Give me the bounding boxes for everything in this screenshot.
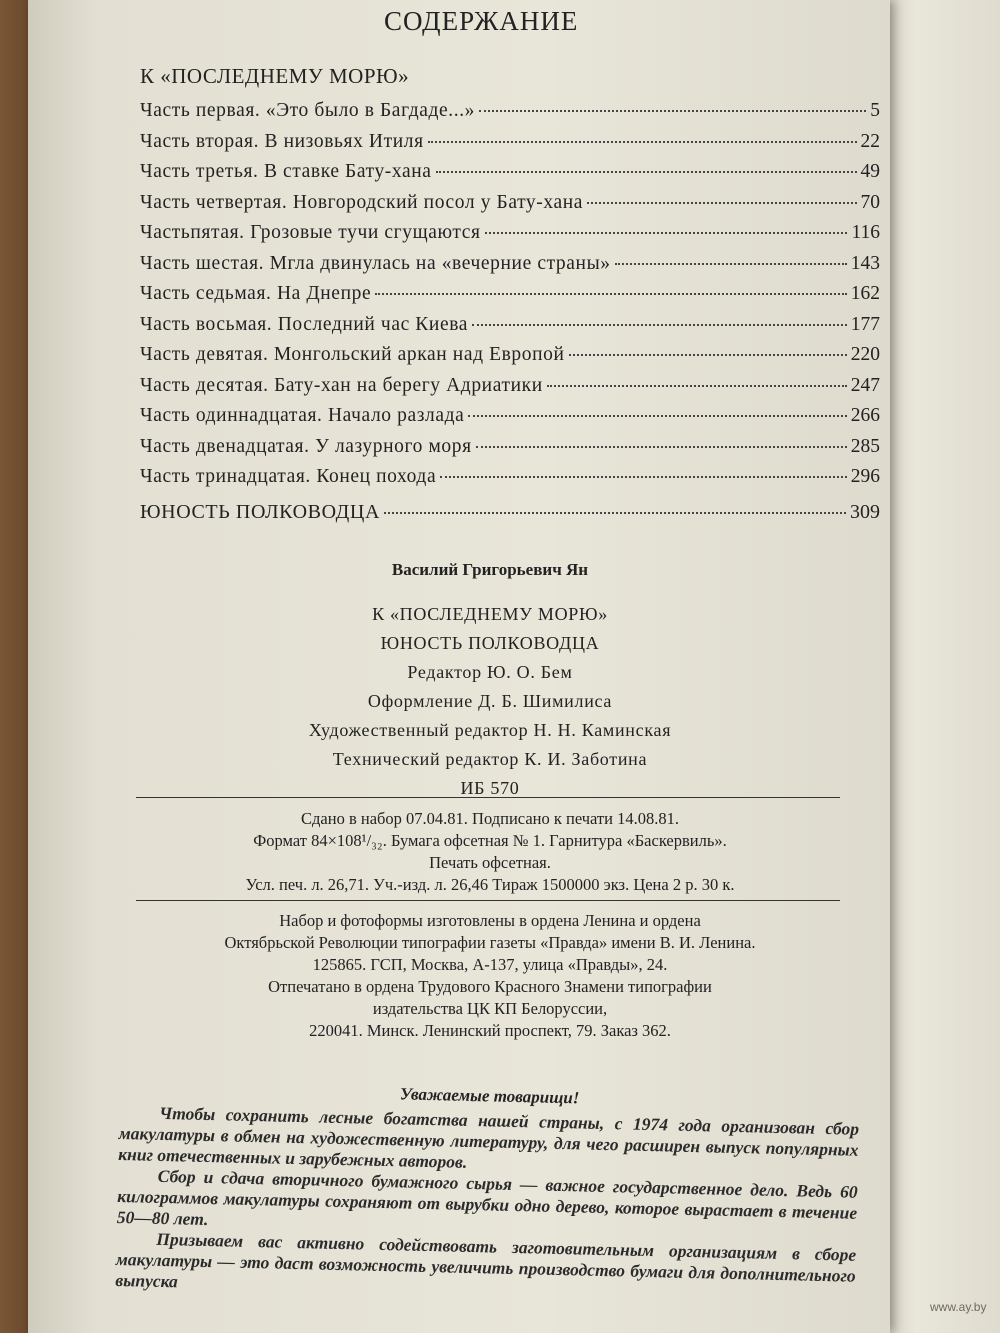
printing-line: Сдано в набор 07.04.81. Подписано к печати 14.08.81.	[301, 809, 679, 828]
press-line: издательства ЦК КП Белоруссии,	[372, 999, 608, 1018]
toc-main-entry-page: 309	[850, 500, 880, 523]
toc-leader-dots	[384, 512, 846, 514]
toc-entry-label: Часть одиннадцатая. Начало разлада	[140, 405, 465, 426]
toc-leader-dots	[587, 202, 856, 204]
toc-entry-page: 5	[870, 100, 880, 121]
toc-entry-page: 22	[860, 130, 880, 152]
toc-entry	[140, 222, 880, 253]
toc-leader-dots	[468, 415, 846, 417]
toc-leader-dots	[428, 141, 857, 143]
recycling-appeal	[115, 1078, 860, 1308]
toc-entry	[140, 283, 880, 314]
toc-entry-label: Часть десятая. Бату-хан на берегу Адриатики	[140, 374, 543, 396]
divider-rule	[136, 797, 840, 798]
toc-section-heading: К «ПОСЛЕДНЕМУ МОРЮ»	[140, 64, 410, 88]
toc-entry-page: 162	[850, 283, 880, 304]
toc-leader-dots	[615, 263, 847, 265]
art-editor-line: Художественный редактор Н. Н. Каминская	[308, 720, 672, 740]
appeal-paragraph: Призываем вас активно содействовать заготовительным организациям в сборе макулатуры — это даст возможность увеличить производство бумаги для дополнительного выпуска	[115, 1228, 857, 1292]
toc-entry-label: Часть двенадцатая. У лазурного моря	[140, 435, 472, 457]
toc-entry	[140, 100, 880, 131]
imprint-block	[130, 560, 850, 803]
press-line: Отпечатано в ордена Трудового Красного Знамени типографии	[268, 977, 712, 996]
toc-entry	[140, 253, 880, 284]
toc-entry	[140, 131, 880, 162]
printing-line: Печать офсетная.	[429, 853, 551, 872]
toc-entry-label: Часть первая. «Это было в Багдаде...»	[140, 100, 476, 121]
toc-entry-label: Часть тринадцатая. Конец похода	[140, 466, 437, 487]
toc-leader-dots	[485, 232, 848, 234]
toc-leader-dots	[436, 171, 857, 173]
toc-entry-label: Частьпятая. Грозовые тучи сгущаются	[140, 222, 481, 243]
toc-leader-dots	[440, 476, 847, 478]
watermark: www.ay.by	[930, 1300, 987, 1314]
appeal-paragraph: Сбор и сдача вторичного бумажного сырья — важное государственное дело. Ведь 60 килограммов макулатуры сохраняют от вырубки одно дерево, которое вырастает в течение 50—80 лет.	[116, 1165, 858, 1230]
toc-leader-dots	[547, 385, 847, 387]
appeal-paragraph: Чтобы сохранить лесные богатства нашей страны, с 1974 года организован сбор макулатуры в обмен на художественную литературу, для чего расширен выпуск популярных книг отечественных и зарубежных авторов.	[118, 1102, 860, 1172]
toc-entry	[140, 466, 880, 497]
editor-line: Редактор Ю. О. Бем	[407, 662, 573, 682]
adjacent-page	[880, 0, 1000, 1333]
divider-rule	[136, 900, 840, 901]
toc-entry-page: 220	[850, 344, 880, 365]
press-line: 220041. Минск. Ленинский проспект, 79. Заказ 362.	[309, 1021, 671, 1040]
toc-entry	[140, 375, 880, 406]
design-line: Оформление Д. Б. Шимилиса	[367, 691, 613, 711]
printing-line: Усл. печ. л. 26,71. Уч.-изд. л. 26,46 Тираж 1500000 экз. Цена 2 р. 30 к.	[245, 875, 735, 894]
tech-editor-line: Технический редактор К. И. Заботина	[332, 749, 648, 769]
toc-title: СОДЕРЖАНИЕ	[384, 6, 579, 36]
toc-entry-page: 70	[860, 191, 880, 213]
ib-number: ИБ 570	[460, 778, 520, 798]
press-line: 125865. ГСП, Москва, А-137, улица «Правды», 24.	[312, 955, 668, 974]
toc-entry	[140, 436, 880, 467]
toc-entry-page: 296	[850, 466, 880, 487]
toc-entry-label: Часть шестая. Мгла двинулась на «вечерние страны»	[140, 252, 611, 274]
press-line: Октябрьской Революции типографии газеты «Правда» имени В. И. Ленина.	[224, 933, 756, 952]
toc-entry-page: 247	[850, 374, 880, 396]
toc-entry-page: 285	[850, 435, 880, 457]
toc-leader-dots	[569, 354, 847, 356]
toc-entry	[140, 161, 880, 192]
toc-entry	[140, 405, 880, 436]
toc-entry	[140, 192, 880, 223]
toc-entry-label: Часть девятая. Монгольский аркан над Европой	[140, 344, 565, 365]
book-title-1: К «ПОСЛЕДНЕМУ МОРЮ»	[372, 604, 608, 624]
toc-entry-page: 143	[850, 252, 880, 274]
printing-line: Формат 84×108¹/₃₂. Бумага офсетная № 1. Гарнитура «Баскервиль».	[253, 831, 727, 850]
printing-details	[120, 808, 860, 896]
toc-leader-dots	[472, 324, 847, 326]
toc-entry	[140, 344, 880, 375]
toc-entry-label: Часть четвертая. Новгородский посол у Бату-хана	[140, 191, 584, 213]
appeal-title: Уважаемые товарищи!	[399, 1084, 580, 1108]
toc-entry-page: 266	[850, 405, 880, 426]
toc-entry-label: Часть седьмая. На Днепре	[140, 283, 372, 304]
press-line: Набор и фотоформы изготовлены в ордена Ленина и ордена	[279, 911, 701, 930]
toc-entry-label: Часть вторая. В низовьях Итиля	[140, 130, 424, 152]
toc-main-entry-label: ЮНОСТЬ ПОЛКОВОДЦА	[140, 500, 380, 523]
toc-entry-page: 177	[850, 313, 880, 335]
author-name: Василий Григорьевич Ян	[391, 560, 589, 579]
toc-leader-dots	[476, 446, 847, 448]
toc-leader-dots	[375, 293, 847, 295]
toc-entry-page: 116	[851, 222, 880, 243]
toc-entry-label: Часть восьмая. Последний час Киева	[140, 313, 469, 335]
toc-entry-label: Часть третья. В ставке Бату-хана	[140, 161, 432, 182]
toc-main-entry	[140, 501, 880, 532]
toc-entry-page: 49	[860, 161, 880, 182]
table-of-contents	[140, 100, 880, 531]
press-details	[120, 910, 860, 1042]
toc-leader-dots	[479, 110, 866, 112]
toc-entry	[140, 314, 880, 345]
book-title-2: ЮНОСТЬ ПОЛКОВОДЦА	[380, 633, 600, 653]
